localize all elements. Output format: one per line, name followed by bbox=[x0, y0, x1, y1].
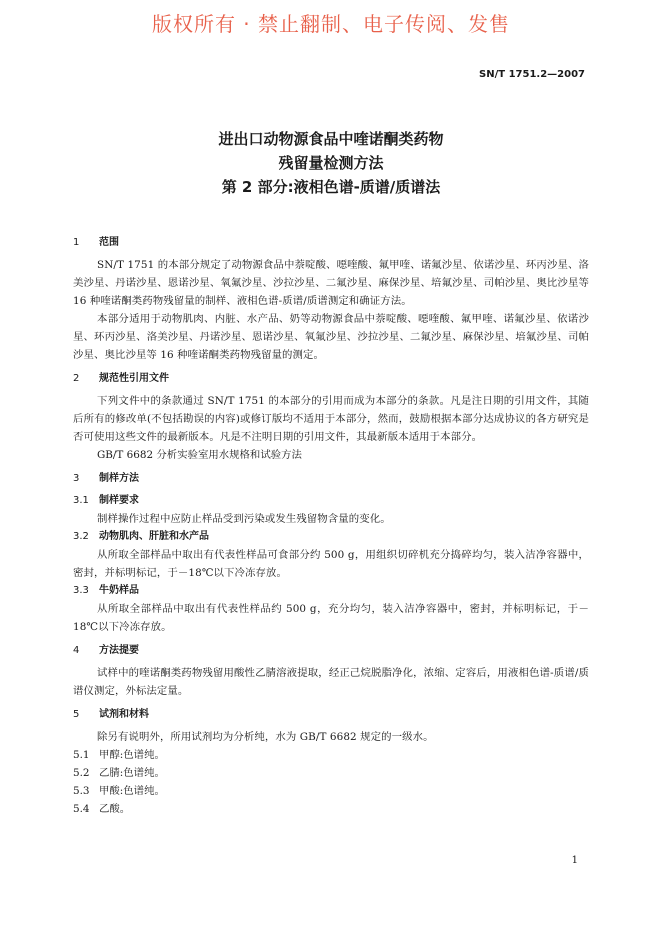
item-number: 5.1 bbox=[73, 749, 90, 761]
paragraph: SN/T 1751 的本部分规定了动物源食品中萘啶酸、噁喹酸、氟甲喹、诺氟沙星、依诺沙星、环丙沙星、洛美沙星、丹诺沙星、恩诺沙星、氧氟沙星、沙拉沙星、二氟沙星、麻保沙星、培氟沙星、司帕沙星、奥比沙星等 16 种喹诺酮类药物残留量的制样、液相色谱-质谱/质谱测定和确证方法。 bbox=[73, 259, 589, 307]
standard-number: SN/T 1751.2—2007 bbox=[479, 69, 585, 80]
subsection-heading-3-2 bbox=[73, 528, 589, 546]
paragraph: 从所取全部样品中取出有代表性样品约 500 g，充分均匀，装入洁净容器中，密封，并标明标记，于－18℃以下冷冻存放。 bbox=[73, 603, 589, 633]
subsection-heading-3-3 bbox=[73, 582, 589, 600]
section-heading-4 bbox=[73, 642, 589, 660]
paragraph: 除另有说明外，所用试剂均为分析纯，水为 GB/T 6682 规定的一级水。 bbox=[97, 731, 434, 743]
item-text: 乙腈:色谱纯。 bbox=[99, 767, 165, 779]
paragraph: 下列文件中的条款通过 SN/T 1751 的本部分的引用而成为本部分的条款。凡是注日期的引用文件，其随后所有的修改单(不包括勘误的内容)或修订版均不适用于本部分，然而，鼓励根据本部分达成协议的各方研究是否可使用这些文件的最新版本。凡是不注明日期的引用文件，其最新版本适用于本部分。 bbox=[73, 395, 589, 443]
section-title: 规范性引用文件 bbox=[99, 373, 169, 384]
subsection-number: 3.3 bbox=[73, 585, 89, 596]
subsection-heading-3-1 bbox=[73, 492, 589, 510]
section-heading-3 bbox=[73, 470, 589, 488]
section-number: 5 bbox=[73, 709, 80, 720]
item-text: 甲醇:色谱纯。 bbox=[99, 749, 165, 761]
reagent-item bbox=[73, 746, 589, 764]
item-text: 甲酸:色谱纯。 bbox=[99, 785, 165, 797]
reagent-item bbox=[73, 764, 589, 782]
section-title: 范围 bbox=[99, 237, 119, 248]
section-title: 方法提要 bbox=[99, 645, 139, 656]
paragraph: 试样中的喹诺酮类药物残留用酸性乙腈溶液提取，经正己烷脱脂净化，浓缩、定容后，用液相色谱-质谱/质谱仪测定，外标法定量。 bbox=[73, 667, 589, 697]
title-line-2: 残留量检测方法 bbox=[278, 154, 384, 172]
reagent-item bbox=[73, 800, 589, 818]
subsection-title: 动物肌肉、肝脏和水产品 bbox=[99, 531, 209, 542]
section-heading-1 bbox=[73, 234, 589, 252]
section-title: 制样方法 bbox=[99, 473, 139, 484]
subsection-number: 3.2 bbox=[73, 531, 89, 542]
section-number: 3 bbox=[73, 473, 80, 484]
title-line-1: 进出口动物源食品中喹诺酮类药物 bbox=[218, 130, 444, 148]
subsection-title: 牛奶样品 bbox=[99, 585, 139, 596]
title-line-3: 第 2 部分:液相色谱-质谱/质谱法 bbox=[221, 178, 441, 196]
section-heading-2 bbox=[73, 370, 589, 388]
paragraph: 从所取全部样品中取出有代表性样品可食部分约 500 g，用组织切碎机充分捣碎均匀，装入洁净容器中，密封，并标明标记，于－18℃以下冷冻存放。 bbox=[73, 549, 589, 579]
paragraph: 本部分适用于动物肌肉、内脏、水产品、奶等动物源食品中萘啶酸、噁喹酸、氟甲喹、诺氟沙星、依诺沙星、环丙沙星、洛美沙星、丹诺沙星、恩诺沙星、氧氟沙星、沙拉沙星、二氟沙星、麻保沙星、培氟沙星、司帕沙星、奥比沙星等 16 种喹诺酮类药物残留量的测定。 bbox=[73, 313, 589, 361]
copyright-watermark: 版权所有 · 禁止翻制、电子传阅、发售 bbox=[151, 12, 511, 36]
section-heading-5 bbox=[73, 706, 589, 724]
section-number: 2 bbox=[73, 373, 80, 384]
item-number: 5.3 bbox=[73, 785, 90, 797]
section-title: 试剂和材料 bbox=[99, 709, 149, 720]
item-number: 5.2 bbox=[73, 767, 90, 779]
section-number: 1 bbox=[73, 237, 80, 248]
subsection-number: 3.1 bbox=[73, 495, 89, 506]
reagent-item bbox=[73, 782, 589, 800]
document-body bbox=[73, 228, 589, 818]
section-number: 4 bbox=[73, 645, 80, 656]
paragraph: 制样操作过程中应防止样品受到污染或发生残留物含量的变化。 bbox=[97, 513, 391, 525]
page-number: 1 bbox=[571, 855, 578, 866]
normative-reference: GB/T 6682 分析实验室用水规格和试验方法 bbox=[97, 449, 302, 461]
subsection-title: 制样要求 bbox=[99, 495, 139, 506]
item-text: 乙酸。 bbox=[99, 803, 131, 815]
item-number: 5.4 bbox=[73, 803, 90, 815]
